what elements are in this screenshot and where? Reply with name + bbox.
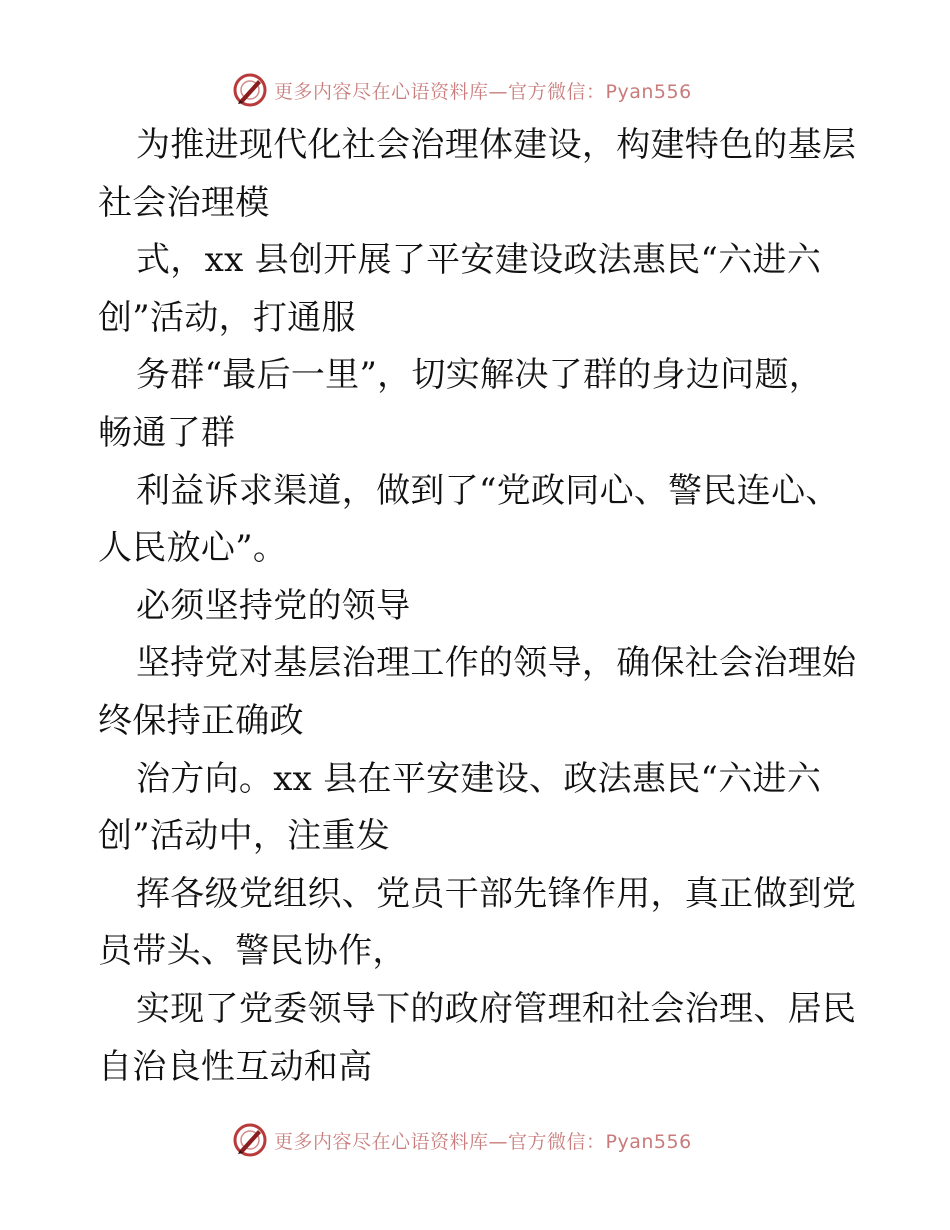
pen-circle-logo-icon [232, 72, 268, 108]
footer-watermark-text: 更多内容尽在心语资料库—官方微信：Pyan556 [274, 1130, 692, 1153]
text-line: 治方向。xx 县在平安建设、政法惠民“六进六 [136, 758, 822, 799]
text-line: 务群“最后一里”，切实解决了群的身边问题， [136, 355, 824, 396]
body-text [98, 117, 858, 1096]
text-line: 为推进现代化社会治理体建设，构建特色的基层 [136, 125, 857, 165]
text-line: 实现了党委领导下的政府管理和社会治理、居民 [136, 988, 857, 1029]
text-line: 社会治理模 [98, 182, 270, 223]
text-line: 坚持党对基层治理工作的领导，确保社会治理始 [136, 643, 857, 684]
header-watermark-text: 更多内容尽在心语资料库—官方微信：Pyan556 [274, 80, 692, 103]
text-line: 自治良性互动和高 [98, 1046, 373, 1087]
footer-watermark [232, 1120, 692, 1160]
text-line: 终保持正确政 [98, 700, 304, 741]
text-line: 创”活动，打通服 [98, 297, 356, 338]
text-line: 员带头、警民协作， [98, 931, 407, 972]
text-line: 挥各级党组织、党员干部先锋作用，真正做到党 [136, 873, 857, 914]
header-watermark [232, 70, 692, 110]
pen-circle-logo-icon [232, 1122, 268, 1158]
text-line: 式，xx 县创开展了平安建设政法惠民“六进六 [136, 240, 822, 281]
text-line: 创”活动中，注重发 [98, 816, 391, 857]
text-line: 人民放心”。 [98, 528, 288, 569]
section-heading: 必须坚持党的领导 [136, 585, 411, 626]
text-line: 利益诉求渠道，做到了“党政同心、警民连心、 [136, 470, 840, 511]
text-line: 畅通了群 [98, 412, 236, 453]
